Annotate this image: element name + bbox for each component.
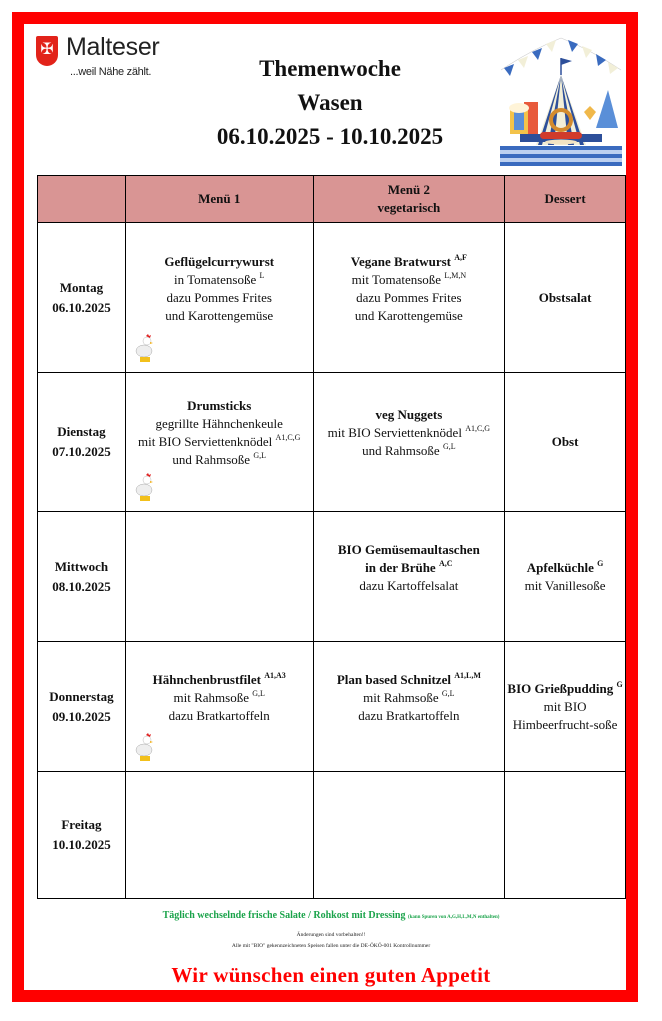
allergen-codes: G,L <box>441 688 455 698</box>
chicken-icon <box>134 334 156 364</box>
changes-note: Änderungen sind vorbehalten!! <box>296 932 366 938</box>
dessert-cell <box>505 512 626 642</box>
menu2-cell <box>313 642 505 772</box>
day-cell <box>38 512 126 642</box>
malteser-logo <box>36 33 166 86</box>
dish-line: Drumsticks <box>187 398 252 413</box>
day-date: 06.10.2025 <box>52 299 111 315</box>
day-name: Freitag <box>61 817 102 832</box>
header-menu-1: Menü 1 <box>125 176 313 223</box>
menu1-cell <box>125 772 313 899</box>
dish-line: mit BIO <box>543 698 587 714</box>
logo-brand: Malteser <box>66 33 160 61</box>
dish-line: BIO Grießpudding $^G$ <box>507 679 623 696</box>
menu1-cell <box>125 512 313 642</box>
page-title <box>150 52 510 154</box>
dish-line: Obst <box>551 434 579 449</box>
dish-line: Himbeerfrucht-soße <box>512 716 618 732</box>
day-cell <box>38 772 126 899</box>
dish-line: dazu Kartoffelsalat <box>359 577 459 593</box>
day-date: 10.10.2025 <box>52 837 111 852</box>
day-date: 07.10.2025 <box>52 444 111 459</box>
dish-line: Geflügelcurrywurst <box>164 253 275 269</box>
sausage-icon <box>540 132 582 139</box>
bio-control-note: Alle mit "BIO" gekennzeichneten Speisen fallen unter die DE-ÖKÖ-001 Kontrollnummer <box>231 943 431 949</box>
allergen-codes: G,L <box>252 688 265 698</box>
day-cell <box>38 373 126 512</box>
table-row <box>38 642 626 772</box>
day-name: Donnerstag <box>49 688 114 704</box>
menu2-cell <box>313 373 505 512</box>
allergen-codes: L,M,N <box>444 270 467 280</box>
allergen-codes: G <box>616 679 623 689</box>
allergen-codes: A,C <box>438 558 453 568</box>
table-row <box>38 373 626 512</box>
allergen-trace-note: (kann Spuren von A,G,H,L,M,N enthalten) <box>407 915 500 920</box>
table-row <box>38 512 626 642</box>
header-dessert: Dessert <box>505 176 626 223</box>
menu1-cell <box>125 223 313 373</box>
menu2-cell <box>313 512 505 642</box>
dish-line: gegrillte Hähnchenkeule <box>155 416 283 431</box>
weekly-menu-table <box>37 175 626 899</box>
day-cell <box>38 642 126 772</box>
dish-line: Apfelküchle $^G$ <box>526 558 604 575</box>
menu1-cell <box>125 642 313 772</box>
day-name: Mittwoch <box>54 558 109 574</box>
dish-line: BIO Gemüsemaultaschen <box>337 541 480 557</box>
table-row <box>38 772 626 899</box>
allergen-codes: A1,C,G <box>465 424 491 433</box>
day-cell <box>38 223 126 373</box>
day-date: 08.10.2025 <box>52 578 111 594</box>
dish-line: Hähnchenbrustfilet $^{A1,A3}$ <box>152 670 286 687</box>
dish-line: Vegane Bratwurst $^{A,F}$ <box>350 252 467 269</box>
title-line-2: Wasen <box>297 90 363 115</box>
dish-line: mit BIO Serviettenknödel $^{A1,C,G}$ <box>137 433 301 449</box>
dish-line: in Tomatensoße $^L$ <box>174 270 265 287</box>
oktoberfest-illustration <box>496 30 626 170</box>
dish-line: Plan based Schnitzel $^{A1,L,M}$ <box>336 670 481 687</box>
dish-line: dazu Pommes Frites <box>166 289 272 305</box>
dish-line: mit Tomatensoße $^{L,M,N}$ <box>351 270 467 287</box>
gingerbread-heart-icon <box>584 106 596 120</box>
allergen-codes: A1,C,G <box>275 433 301 442</box>
allergen-codes: G <box>597 558 604 568</box>
maltese-cross-shield-icon: ✠ <box>36 36 58 66</box>
dish-line: in der Brühe $^{A,C}$ <box>365 558 453 575</box>
day-date: 09.10.2025 <box>52 708 111 724</box>
table-row <box>38 223 626 373</box>
allergen-codes: A1,L,M <box>454 670 481 680</box>
dessert-cell <box>505 223 626 373</box>
header-day <box>38 176 126 223</box>
dish-line: und Rahmsoße $^{G,L}$ <box>362 442 456 458</box>
dish-line: mit Rahmsoße $^{G,L}$ <box>173 688 265 705</box>
checkered-tablecloth <box>500 146 622 166</box>
dish-line: und Karottengemüse <box>354 307 463 323</box>
dish-line: dazu Bratkartoffeln <box>358 707 460 723</box>
dish-line: dazu Bratkartoffeln <box>168 707 270 723</box>
dish-line: mit Vanillesoße <box>524 577 606 593</box>
menu2-cell <box>313 223 505 373</box>
dish-line: mit BIO Serviettenknödel $^{A1,C,G}$ <box>327 424 491 440</box>
dessert-cell <box>505 373 626 512</box>
dish-line: dazu Pommes Frites <box>356 289 462 305</box>
dish-line: veg Nuggets <box>375 407 443 422</box>
allergen-codes: A,F <box>454 252 467 262</box>
chicken-icon <box>134 473 156 503</box>
dish-line: und Karottengemüse <box>165 307 274 323</box>
header-menu-2: Menü 2 vegetarisch <box>313 176 505 223</box>
dessert-cell <box>505 772 626 899</box>
allergen-codes: G,L <box>442 442 456 451</box>
chicken-icon <box>134 733 156 763</box>
day-name: Montag <box>59 279 104 295</box>
alpine-hat-icon <box>596 90 618 128</box>
dish-line: mit Rahmsoße $^{G,L}$ <box>363 688 455 705</box>
salad-note: Täglich wechselnde frische Salate / Rohkost mit Dressing (kann Spuren von A,G,H,L,M,N enthalten) <box>162 910 500 921</box>
appetit-message: Wir wünschen einen guten Appetit <box>171 963 491 987</box>
allergen-codes: A1,A3 <box>264 670 286 680</box>
dish-line: und Rahmsoße $^{G,L}$ <box>172 451 266 467</box>
menu2-cell <box>313 772 505 899</box>
title-line-1: Themenwoche <box>259 56 401 81</box>
allergen-codes: L <box>259 270 265 280</box>
day-name: Dienstag <box>57 424 106 439</box>
title-date-range: 06.10.2025 - 10.10.2025 <box>216 124 444 149</box>
table-header-row <box>38 176 626 223</box>
dessert-cell <box>505 642 626 772</box>
menu1-cell <box>125 373 313 512</box>
dish-line: Obstsalat <box>538 289 592 305</box>
logo-tagline: ...weil Nähe zählt. <box>70 66 152 78</box>
allergen-codes: G,L <box>253 451 266 460</box>
